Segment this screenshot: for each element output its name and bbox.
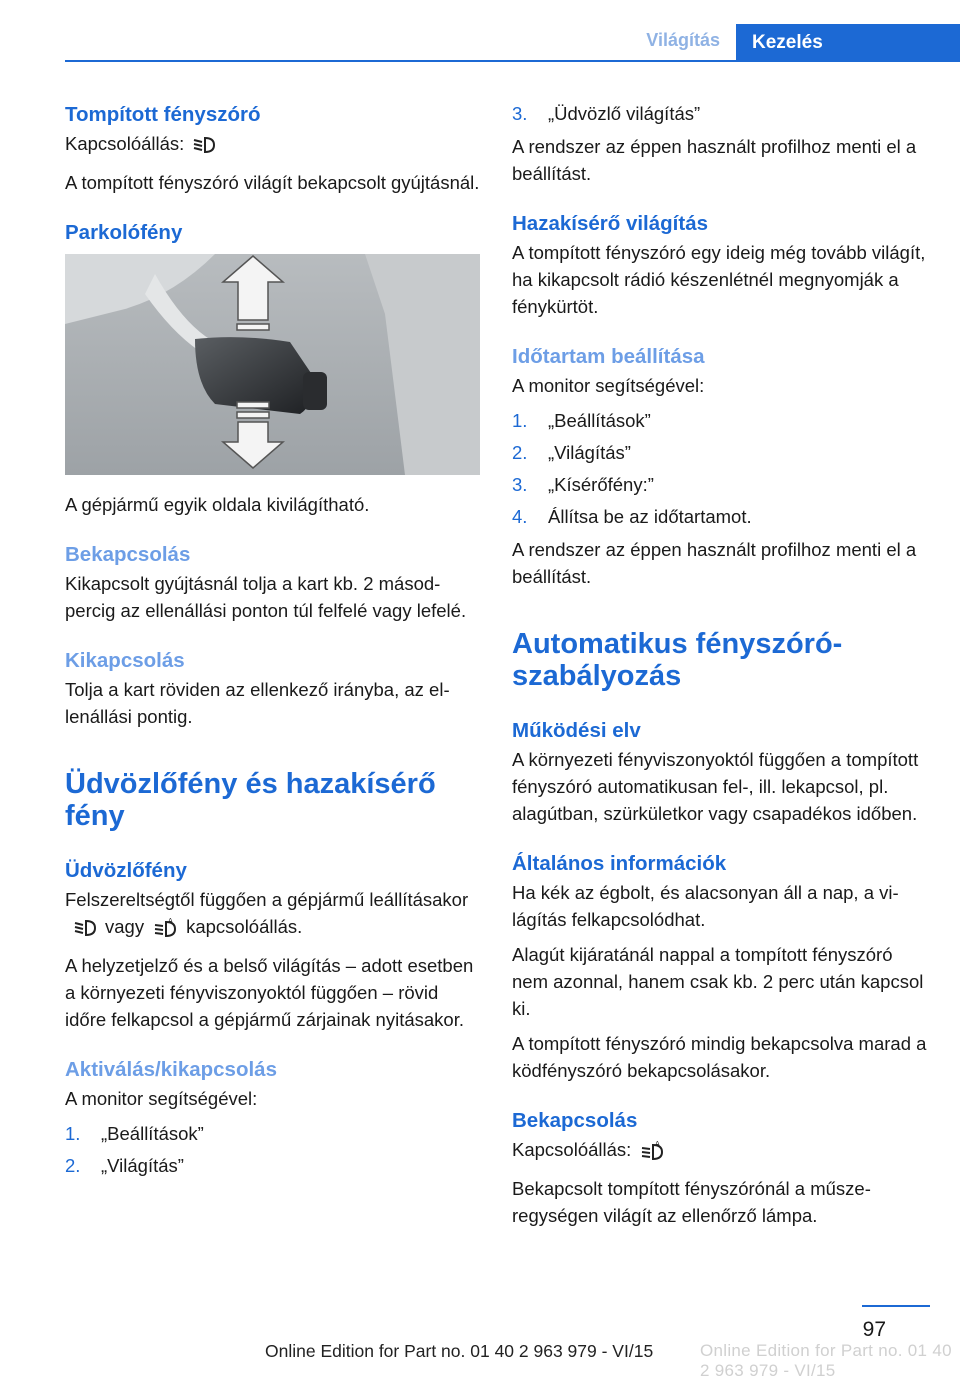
duration-profile-text: A rendszer az éppen használt profilhoz menti el a beállítást. <box>512 539 917 587</box>
list-item: 2. „Világítás” <box>65 1155 184 1176</box>
duration-steps <box>512 407 930 530</box>
stalk-figure <box>65 254 480 475</box>
page-header <box>65 0 960 62</box>
low-beam-switch <box>65 130 480 161</box>
parking-on-title: Bekapcsolás <box>65 543 191 566</box>
right-column <box>512 100 930 1237</box>
home-light-text: A tompított fényszóró egy ideig még tovább világít, ha kikapcsolt rádió készenlétnél megnyomják a fénykürtöt. <box>512 242 926 317</box>
general-info-text-1: Ha kék az égbolt, és alacsonyan áll a nap, a világítás felkapcsolódhat. <box>512 882 899 930</box>
welcome-text-2: A helyzetjelző és a belső világítás – adott esetben a környezeti fényviszonyoktól függően – rövid időre felkapcsol a gépjármű zárjainak nyitásakor. <box>65 955 474 1030</box>
activate-title: Aktiválás/kikapcsolás <box>65 1058 277 1081</box>
header-chapter: Kezelés <box>736 24 960 61</box>
duration-title: Időtartam beállítása <box>512 345 705 368</box>
list-item: 1. „Beállítások” <box>512 410 651 431</box>
home-light-title: Hazakísérő világítás <box>512 212 708 235</box>
low-beam-text: A tompított fényszóró világít bekapcsolt gyújtásnál. <box>65 172 480 193</box>
edition-line: Online Edition for Part no. 01 40 2 963 979 - VI/15 <box>265 1341 654 1361</box>
principle-title: Működési elv <box>512 719 641 742</box>
auto-headlight-icon <box>152 917 178 944</box>
welcome-profile-text: A rendszer az éppen használt profilhoz menti el a beállítást. <box>512 136 917 184</box>
auto-headlight-icon <box>639 1140 665 1167</box>
low-beam-title: Tompított fényszóró <box>65 103 261 126</box>
auto-section-title: Automatikus fényszóró-szabályozás <box>512 628 843 692</box>
list-item: 4. Állítsa be az időtartamot. <box>512 506 752 527</box>
parking-off-title: Kikapcsolás <box>65 649 185 672</box>
low-beam-icon <box>192 134 216 161</box>
page-number: 97 <box>862 1318 886 1341</box>
general-info-text-3: A tompított fényszóró mindig bekapcsolva marad a ködfényszóró bekapcsolásakor. <box>512 1033 927 1081</box>
low-beam-icon <box>73 917 97 944</box>
duration-monitor: A monitor segítségével: <box>512 375 705 396</box>
low-beam-switch-label: Kapcsolóállás: <box>65 133 185 154</box>
welcome-text-1c: kapcsolóállás. <box>186 916 303 937</box>
activate-monitor: A monitor segítségével: <box>65 1088 258 1109</box>
welcome-section-title: Üdvözlőfény és hazakísérő fény <box>65 768 436 832</box>
list-item: 2. „Világítás” <box>512 442 631 463</box>
footer-rule <box>862 1305 930 1307</box>
principle-text: A környezeti fényviszonyoktól függően a tompított fényszóró automatikusan fel-, ill. lekapcsol, pl. alagútban, szürkületkor vagy csapadékos időben. <box>512 749 919 824</box>
list-item: 3. „Üdvözlő világítás” <box>512 103 701 124</box>
left-column <box>65 100 480 1185</box>
svg-text:A: A <box>168 917 173 925</box>
auto-switch-label: Kapcsolóállás: <box>512 1139 632 1160</box>
parking-caption: A gépjármű egyik oldala kivilágítható. <box>65 494 370 515</box>
parking-on-text: Kikapcsolt gyújtásnál tolja a kart kb. 2 másodpercig az ellenállási ponton túl felfelé vagy lefelé. <box>65 573 467 621</box>
svg-text:A: A <box>655 1140 661 1148</box>
welcome-step-3 <box>512 100 930 127</box>
header-section: Világítás <box>646 30 720 50</box>
list-item: 1. „Beállítások” <box>65 1123 204 1144</box>
welcome-text-1b: vagy <box>105 916 145 937</box>
general-info-text-2: Alagút kijáratánál nappal a tompított fényszóró nem azonnal, hanem csak kb. 2 perc után kapcsol ki. <box>512 944 924 1019</box>
watermark: Online Edition for Part no. 01 40 2 963 979 - VI/15 <box>700 1341 952 1380</box>
welcome-light-title: Üdvözlőfény <box>65 859 187 882</box>
general-info-title: Általános információk <box>512 852 727 875</box>
list-item: 3. „Kísérőfény:” <box>512 474 654 495</box>
parking-off-text: Tolja a kart röviden az ellenkező irányba, az ellenállási pontig. <box>65 679 450 727</box>
auto-on-text: Bekapcsolt tompított fényszórónál a műszeregységen világít az ellenőrző lámpa. <box>512 1178 871 1226</box>
welcome-text-1a: Felszereltségtől függően a gépjármű leállításakor <box>65 889 469 910</box>
auto-switch <box>512 1136 930 1167</box>
parking-title: Parkolófény <box>65 221 183 244</box>
welcome-text-1 <box>65 886 480 944</box>
activate-steps <box>65 1120 480 1179</box>
auto-on-title: Bekapcsolás <box>512 1109 638 1132</box>
